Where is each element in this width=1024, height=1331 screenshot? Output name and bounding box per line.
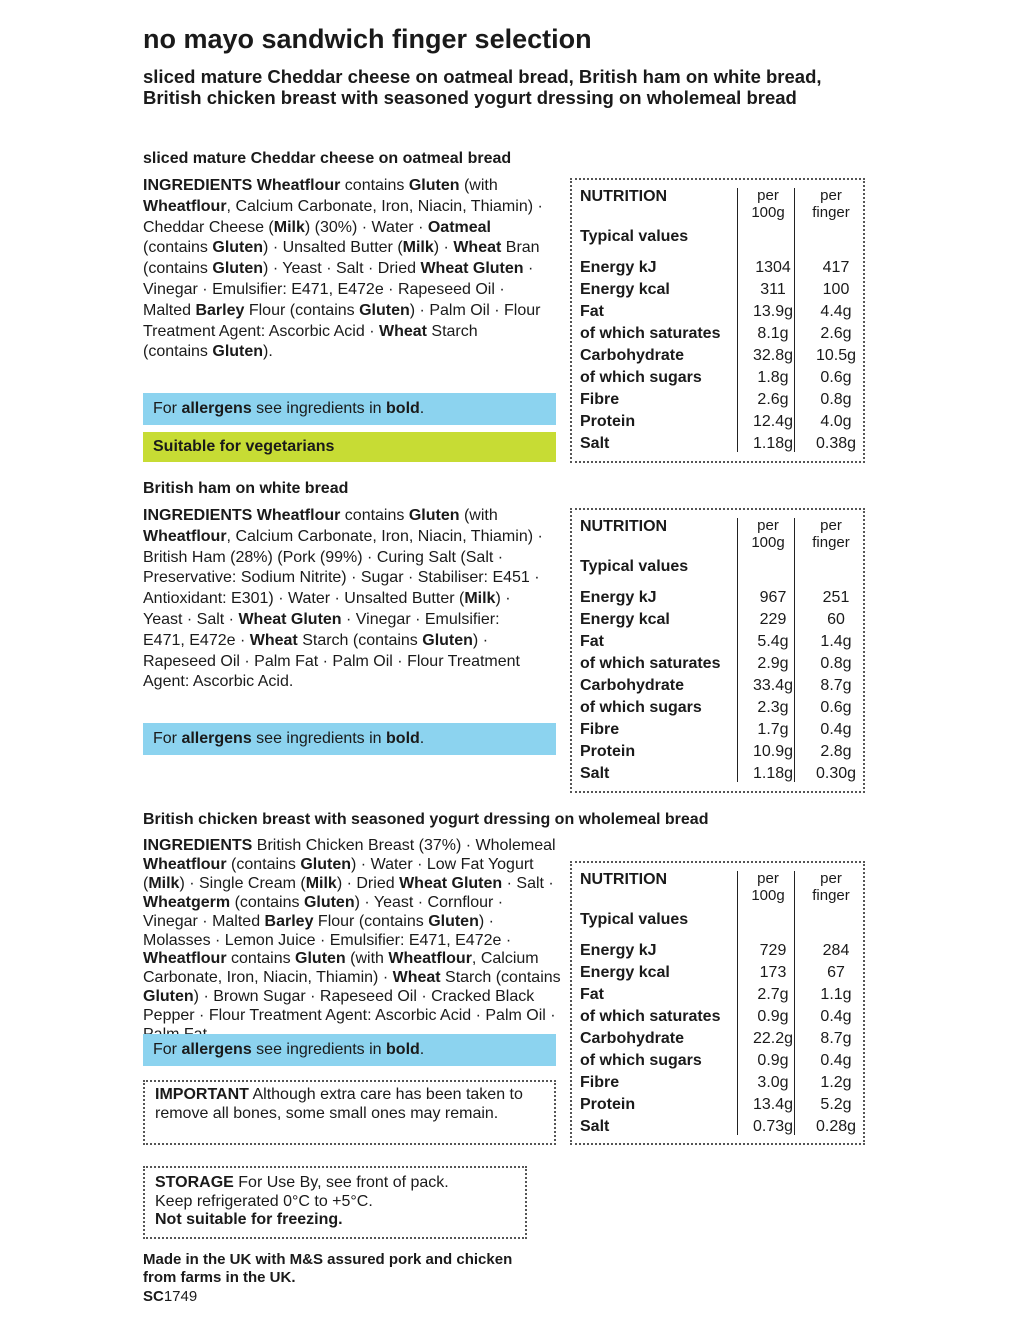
- ingredient-text: contains: [340, 507, 409, 524]
- allergen-term: Barley: [264, 912, 314, 930]
- value-per-100g: 1.8g: [757, 369, 789, 386]
- value-per-100g: 229: [759, 611, 787, 628]
- allergen-note-keyword: allergens: [181, 400, 252, 417]
- value-per-finger: 0.8g: [820, 391, 852, 408]
- nutrition-row: [580, 391, 855, 413]
- ingredient-text: ) · Yeast · Cornflour · Vinegar · Malted: [143, 893, 504, 930]
- allergen-term: Wheatgerm: [143, 893, 231, 911]
- ingredient-text: ) ·: [433, 239, 454, 257]
- ingredient-text: ) · Dried: [336, 874, 400, 892]
- important-text: Although extra care has been taken to remove all bones, some small ones may remain.: [155, 1086, 523, 1122]
- value-per-finger: 60: [827, 611, 845, 628]
- allergen-note-text: .: [419, 730, 425, 747]
- allergen-note-keyword: allergens: [181, 730, 252, 747]
- allergen-term: Gluten: [295, 950, 346, 968]
- allergen-term: Wheat: [378, 322, 427, 340]
- allergen-note-text: see ingredients in: [251, 400, 387, 417]
- allergen-term: Wheat Gluten: [420, 260, 524, 278]
- ingredients-ham: [143, 506, 543, 693]
- nutrient-label: of which sugars: [580, 369, 702, 386]
- value-per-100g: 0.9g: [757, 1052, 789, 1069]
- value-per-100g: 32.8g: [752, 347, 794, 364]
- storage-line-3: Not suitable for freezing.: [155, 1211, 343, 1228]
- allergen-term: INGREDIENTS Wheatflour: [143, 177, 341, 194]
- nutrition-heading: NUTRITION: [580, 188, 668, 205]
- ingredient-text: ) · Unsalted Butter (: [263, 239, 403, 257]
- nutrition-row: [580, 721, 855, 743]
- nutrient-label: of which sugars: [580, 699, 702, 716]
- value-per-100g: 0.73g: [752, 1118, 794, 1135]
- column-header-per-finger: per finger: [812, 517, 850, 551]
- allergen-note: [143, 1034, 556, 1066]
- nutrition-row: [580, 986, 855, 1008]
- ingredient-text: Flour (contains: [244, 301, 360, 319]
- ingredient-text: ) · Molasses · Lemon Juice · Emulsifier: E471, E472e ·: [143, 912, 512, 949]
- value-per-finger: 2.8g: [820, 743, 852, 760]
- allergen-term: Wheatflour: [143, 197, 227, 215]
- nutrient-label: Energy kJ: [580, 259, 657, 276]
- value-per-finger: 8.7g: [820, 1030, 852, 1047]
- ingredient-text: ) · Palm Oil · Flour Treatment Agent: Ascorbic Acid ·: [143, 301, 541, 340]
- typical-values-label: Typical values: [580, 558, 689, 575]
- allergen-term: Milk: [464, 590, 496, 608]
- nutrition-row: [580, 611, 855, 633]
- nutrition-row: [580, 303, 855, 325]
- ingredient-text: · Vinegar · Emulsifier: E471, E472e ·: [143, 610, 500, 649]
- ingredient-text: Starch (contains: [440, 969, 561, 987]
- allergen-note-text: For: [153, 730, 182, 747]
- storage-line-2: Keep refrigerated 0°C to +5°C.: [155, 1192, 373, 1210]
- section-heading-ham: British ham on white bread: [143, 480, 349, 497]
- value-per-100g: 13.4g: [752, 1096, 794, 1113]
- ingredients-cheddar: [143, 176, 543, 363]
- column-header-per-finger: per finger: [812, 187, 850, 221]
- typical-values-label: Typical values: [580, 228, 689, 245]
- nutrition-row: [580, 1096, 855, 1118]
- allergen-note-keyword: bold: [386, 730, 420, 747]
- allergen-term: INGREDIENTS: [143, 837, 253, 854]
- allergen-term: Wheat: [453, 239, 502, 257]
- nutrition-row: [580, 1030, 855, 1052]
- nutrition-row: [580, 743, 855, 765]
- nutrient-label: Fat: [580, 633, 604, 650]
- ingredients-chicken: [143, 837, 561, 1045]
- nutrient-label: Fibre: [580, 721, 620, 738]
- vegetarian-badge: Suitable for vegetarians: [143, 432, 556, 462]
- value-per-finger: 10.5g: [815, 347, 857, 364]
- value-per-finger: 1.4g: [820, 633, 852, 650]
- ingredient-text: · Salt ·: [502, 874, 554, 892]
- allergen-term: Gluten: [212, 239, 264, 257]
- ingredient-text: , Calcium Carbonate, Iron, Niacin, Thiamin) · Cheddar Cheese (: [143, 197, 543, 236]
- value-per-finger: 5.2g: [820, 1096, 852, 1113]
- allergen-note-text: For: [153, 1041, 182, 1058]
- value-per-100g: 1.18g: [752, 765, 794, 782]
- allergen-note: [143, 723, 556, 755]
- allergen-note-text: see ingredients in: [251, 1041, 387, 1058]
- allergen-term: Wheat: [392, 969, 441, 987]
- allergen-term: Wheat Gluten: [238, 610, 342, 628]
- product-code: [143, 1288, 197, 1305]
- allergen-term: Gluten: [212, 260, 264, 278]
- storage-line-1: For Use By, see front of pack.: [233, 1174, 449, 1191]
- allergen-term: Milk: [305, 874, 337, 892]
- ingredient-text: Flour (contains: [313, 912, 429, 930]
- column-header-per-finger: per finger: [812, 870, 850, 904]
- value-per-100g: 311: [760, 281, 786, 298]
- value-per-100g: 173: [759, 964, 787, 981]
- origin-statement: Made in the UK with M&S assured pork and chicken from farms in the UK.: [143, 1251, 513, 1286]
- allergen-term: Gluten: [422, 631, 473, 649]
- allergen-term: Oatmeal: [427, 218, 491, 236]
- allergen-term: Gluten: [300, 855, 352, 873]
- value-per-100g: 13.9g: [752, 303, 794, 320]
- typical-values-label: Typical values: [580, 911, 689, 928]
- column-header-per-100g: per 100g: [751, 517, 785, 551]
- allergen-note-text: .: [419, 400, 425, 417]
- nutrient-label: of which saturates: [580, 655, 721, 672]
- section-heading-cheddar: sliced mature Cheddar cheese on oatmeal bread: [143, 150, 512, 167]
- nutrient-label: Salt: [580, 765, 610, 782]
- storage-label: STORAGE: [155, 1174, 234, 1191]
- value-per-100g: 2.6g: [757, 391, 789, 408]
- value-per-100g: 0.9g: [757, 1008, 789, 1025]
- value-per-100g: 1.18g: [752, 435, 794, 452]
- allergen-term: Gluten: [408, 507, 460, 524]
- nutrition-row: [580, 942, 855, 964]
- ingredient-text: ).: [263, 343, 273, 361]
- nutrition-row: [580, 1074, 855, 1096]
- value-per-finger: 0.6g: [820, 369, 852, 386]
- nutrition-row: [580, 1008, 855, 1030]
- value-per-finger: 0.6g: [820, 699, 852, 716]
- ingredient-text: · Vinegar · Emulsifier: E471, E472e · Rapeseed Oil · Malted: [143, 260, 534, 319]
- nutrition-row: [580, 765, 855, 787]
- allergen-term: Barley: [195, 301, 245, 319]
- allergen-term: Milk: [148, 874, 180, 892]
- value-per-finger: 8.7g: [820, 677, 852, 694]
- value-per-finger: 417: [822, 259, 850, 276]
- nutrition-row: [580, 413, 855, 435]
- value-per-100g: 967: [759, 589, 787, 606]
- nutrient-label: Energy kJ: [580, 942, 657, 959]
- value-per-finger: 1.1g: [820, 986, 852, 1003]
- column-header-per-100g: per 100g: [751, 187, 785, 221]
- important-notice: [143, 1080, 556, 1145]
- allergen-term: Wheat Gluten: [399, 874, 503, 892]
- nutrition-table-cheddar: [570, 178, 865, 463]
- value-per-100g: 3.0g: [757, 1074, 789, 1091]
- allergen-term: Milk: [273, 218, 305, 236]
- nutrition-row: [580, 325, 855, 347]
- nutrient-label: Protein: [580, 413, 636, 430]
- ingredient-text: ) (30%) · Water ·: [304, 218, 428, 236]
- ingredient-text: , Calcium Carbonate, Iron, Niacin, Thiamin) · British Ham (28%) (Pork (99%) · Curing Salt (Salt · Preservative: Sodium Nitrite) · Sugar · Stabiliser: E451 · Antioxidant: E301) · Water · Unsalted Butter (: [143, 527, 543, 608]
- product-code-prefix: SC: [143, 1288, 164, 1305]
- nutrition-row: [580, 677, 855, 699]
- value-per-100g: 10.9g: [752, 743, 794, 760]
- nutrition-heading: NUTRITION: [580, 871, 668, 888]
- section-heading-chicken: British chicken breast with seasoned yogurt dressing on wholemeal bread: [143, 811, 709, 828]
- ingredient-text: contains: [340, 177, 409, 194]
- value-per-100g: 33.4g: [752, 677, 794, 694]
- ingredient-text: ) · Rapeseed Oil · Palm Fat · Palm Oil · Flour Treatment Agent: Ascorbic Acid.: [143, 631, 520, 691]
- value-per-100g: 2.3g: [757, 699, 789, 716]
- ingredient-text: Starch (contains: [297, 631, 423, 649]
- value-per-100g: 2.7g: [757, 986, 789, 1003]
- nutrition-table-ham: [570, 508, 865, 793]
- ingredient-text: ) · Water · Low Fat Yogurt (: [143, 855, 534, 892]
- nutrition-row: [580, 1052, 855, 1074]
- ingredient-text: contains: [226, 950, 296, 968]
- value-per-finger: 0.4g: [820, 1008, 852, 1025]
- nutrient-label: Fibre: [580, 391, 620, 408]
- page-title: no mayo sandwich finger selection: [143, 24, 592, 54]
- nutrition-table-chicken: [570, 861, 865, 1145]
- allergen-term: Wheatflour: [143, 527, 227, 545]
- value-per-finger: 0.4g: [820, 721, 852, 738]
- allergen-term: Wheatflour: [143, 855, 227, 873]
- nutrient-label: Salt: [580, 435, 610, 452]
- nutrient-label: of which saturates: [580, 325, 721, 342]
- allergen-term: Gluten: [408, 177, 460, 194]
- allergen-term: Gluten: [303, 893, 355, 911]
- ingredient-text: Starch (contains: [143, 322, 478, 361]
- ingredient-text: (with: [345, 950, 389, 968]
- ingredient-text: , Calcium Carbonate, Iron, Niacin, Thiamin) ·: [143, 950, 539, 987]
- allergen-term: Wheatflour: [143, 950, 227, 968]
- nutrient-label: Carbohydrate: [580, 677, 685, 694]
- nutrient-label: Salt: [580, 1118, 610, 1135]
- allergen-note-keyword: bold: [386, 1041, 420, 1058]
- nutrient-label: Carbohydrate: [580, 1030, 685, 1047]
- nutrient-label: Protein: [580, 743, 636, 760]
- allergen-note-keyword: bold: [386, 400, 420, 417]
- nutrient-label: Fat: [580, 986, 604, 1003]
- allergen-note-text: see ingredients in: [251, 730, 387, 747]
- allergen-term: Gluten: [428, 912, 479, 930]
- nutrient-label: Energy kcal: [580, 611, 670, 628]
- nutrition-row: [580, 1118, 855, 1140]
- nutrient-label: Energy kcal: [580, 281, 670, 298]
- nutrient-label: of which sugars: [580, 1052, 702, 1069]
- allergen-note-text: For: [153, 400, 182, 417]
- ingredient-text: ) · Brown Sugar · Rapeseed Oil · Cracked Black Pepper · Flour Treatment Agent: Ascorbic Acid · Palm Oil ·: [143, 988, 556, 1025]
- value-per-finger: 284: [822, 942, 850, 959]
- value-per-finger: 67: [827, 964, 845, 981]
- value-per-100g: 1304: [755, 259, 791, 276]
- value-per-100g: 22.2g: [752, 1030, 794, 1047]
- value-per-100g: 12.4g: [752, 413, 794, 430]
- value-per-100g: 8.1g: [757, 325, 789, 342]
- nutrient-label: Protein: [580, 1096, 636, 1113]
- allergen-term: Gluten: [143, 988, 194, 1006]
- ingredient-text: (contains: [230, 893, 304, 911]
- ingredient-text: (with: [459, 177, 498, 194]
- nutrition-heading: NUTRITION: [580, 518, 668, 535]
- allergen-note: [143, 393, 556, 425]
- nutrition-row: [580, 435, 855, 457]
- nutrient-label: Energy kcal: [580, 964, 670, 981]
- ingredient-text: Bran (contains: [143, 239, 540, 278]
- ingredient-text: ) · Single Cream (: [179, 874, 306, 892]
- product-subtitle: sliced mature Cheddar cheese on oatmeal bread, British ham on white bread, British chicken breast with seasoned yogurt dressing on wholemeal bread: [143, 66, 822, 108]
- nutrient-label: Energy kJ: [580, 589, 657, 606]
- allergen-note-keyword: allergens: [181, 1041, 252, 1058]
- nutrition-row: [580, 699, 855, 721]
- allergen-term: Gluten: [212, 343, 264, 361]
- nutrient-label: Fibre: [580, 1074, 620, 1091]
- value-per-finger: 0.28g: [815, 1118, 857, 1135]
- column-header-per-100g: per 100g: [751, 870, 785, 904]
- value-per-100g: 729: [759, 942, 787, 959]
- nutrition-row: [580, 633, 855, 655]
- value-per-100g: 1.7g: [757, 721, 789, 738]
- nutrient-label: Carbohydrate: [580, 347, 685, 364]
- ingredient-text: British Chicken Breast (37%) · Wholemeal: [252, 837, 556, 854]
- nutrition-row: [580, 347, 855, 369]
- value-per-finger: 0.38g: [815, 435, 857, 452]
- nutrient-label: Fat: [580, 303, 604, 320]
- value-per-finger: 4.4g: [820, 303, 852, 320]
- value-per-finger: 2.6g: [820, 325, 852, 342]
- ingredient-text: (contains: [143, 239, 213, 257]
- nutrition-row: [580, 589, 855, 611]
- nutrition-row: [580, 369, 855, 391]
- allergen-note-text: .: [419, 1041, 425, 1058]
- value-per-finger: 0.4g: [820, 1052, 852, 1069]
- value-per-finger: 251: [822, 589, 850, 606]
- allergen-term: Milk: [402, 239, 434, 257]
- value-per-100g: 5.4g: [757, 633, 789, 650]
- ingredient-text: ) · Yeast · Salt ·: [143, 590, 511, 628]
- value-per-finger: 0.30g: [815, 765, 857, 782]
- ingredient-text: (contains: [226, 855, 301, 873]
- value-per-finger: 4.0g: [820, 413, 852, 430]
- allergen-term: INGREDIENTS Wheatflour: [143, 507, 341, 524]
- nutrition-row: [580, 655, 855, 677]
- ingredient-text: ) · Yeast · Salt · Dried: [263, 260, 421, 278]
- nutrition-row: [580, 281, 855, 303]
- ingredient-text: (with: [459, 507, 498, 524]
- value-per-finger: 1.2g: [820, 1074, 852, 1091]
- important-label: IMPORTANT: [155, 1086, 249, 1103]
- value-per-100g: 2.9g: [757, 655, 789, 672]
- value-per-finger: 0.8g: [820, 655, 852, 672]
- nutrition-row: [580, 259, 855, 281]
- nutrition-row: [580, 964, 855, 986]
- nutrient-label: of which saturates: [580, 1008, 721, 1025]
- value-per-finger: 100: [822, 281, 850, 298]
- allergen-term: Wheatflour: [388, 950, 472, 968]
- allergen-term: Wheat: [249, 631, 298, 649]
- storage-notice: [143, 1166, 527, 1239]
- allergen-term: Gluten: [359, 301, 410, 319]
- product-code-number: 1749: [163, 1288, 198, 1305]
